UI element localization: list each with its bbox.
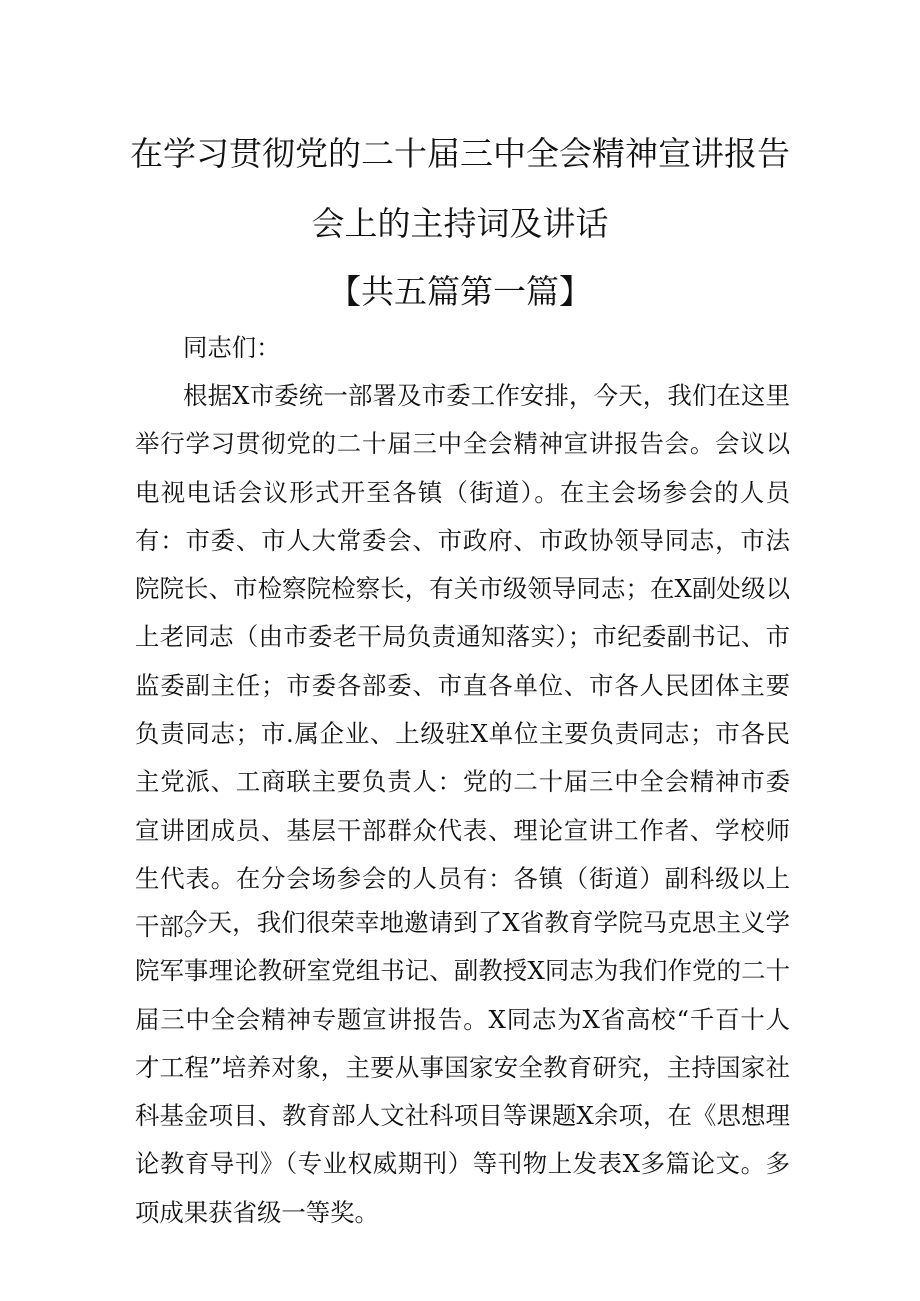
body-paragraph-2: 今天，我们很荣幸地邀请到了X省教育学院马克思主义学院军事理论教研室党组书记、副教授X同志为我们作党的二十届三中全会精神专题宣讲报告。X同志为X省高校“千百十人才工程”培养对象，主要从事国家安全教育研究，主持国家社科基金项目、教育部人文社科项目等课题X余项，在《思想理论教育导刊》（专业权威期刊）等刊物上发表X多篇论文。多项成果获省级一等奖。 (135, 908, 790, 1227)
document-title-line-2: 会上的主持词及讲话 (311, 204, 609, 243)
document-title-line-3: 【共五篇第一篇】 (328, 272, 592, 311)
body-paragraph-1-container (135, 372, 790, 952)
body-paragraph-1: 根据X市委统一部署及市委工作安排，今天，我们在这里举行学习贯彻党的二十届三中全会精神宣讲报告会。会议以电视电话会议形式开至各镇（街道）。在主会场参会的人员有：市委、市人大常委会、市政府、市政协领导同志，市法院院长、市检察院检察长，有关市级领导同志；在X副处级以上老同志（由市委老干局负责通知落实）；市纪委副书记、市监委副主任；市委各部委、市直各单位、市各人民团体主要负责同志；市.属企业、上级驻X单位主要负责同志；市各民主党派、工商联主要负责人：党的二十届三中全会精神市委宣讲团成员、基层干部群众代表、理论宣讲工作者、学校师生代表。在分会场参会的人员有：各镇（街道）副科级以上干部。 (135, 381, 790, 942)
document-title-line-1: 在学习贯彻党的二十届三中全会精神宣讲报告 (130, 134, 790, 173)
salutation: 同志们： (183, 333, 281, 362)
body-paragraph-2-container (135, 899, 790, 1237)
